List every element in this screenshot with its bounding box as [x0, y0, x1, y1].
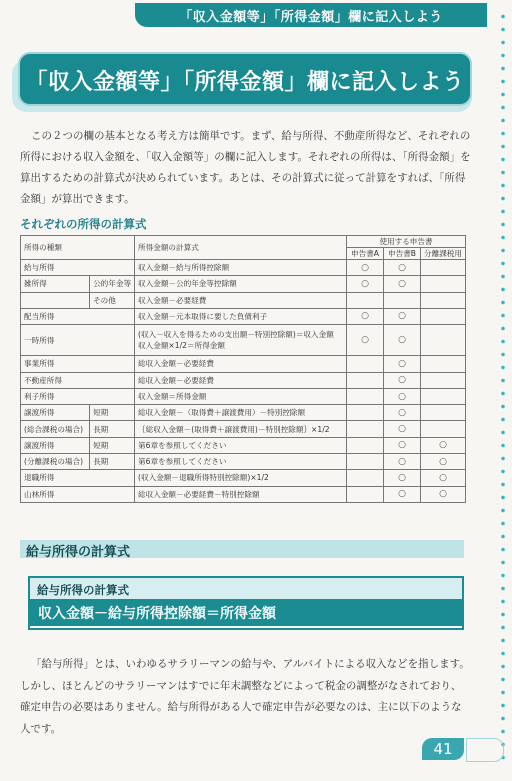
table-row [21, 454, 466, 470]
form-c-mark [421, 388, 466, 404]
formula-box [28, 576, 464, 630]
form-a-mark [347, 388, 384, 404]
income-formula [135, 292, 347, 308]
income-kind: 譲渡所得 [21, 405, 90, 421]
section-bar-salary [20, 540, 464, 558]
salary-paragraph: 「給与所得」とは、いわゆるサラリーマンの給与や、アルバイトによる収入などを指します。しかし、ほとんどのサラリーマンはすでに年末調整などによって税金の調整がなされており、確定申告の必要はありません。給与所得がある人で確定申告が必要なのは、主に以下のような人です。 [20, 658, 470, 735]
form-c-mark [421, 308, 466, 324]
income-kind: 一時所得 [21, 325, 135, 356]
form-a-mark [347, 405, 384, 421]
col-header-b: 申告書B [384, 248, 421, 260]
form-b-mark: ○ [384, 388, 421, 404]
formula-line: 総収入金額－必要経費 [138, 359, 214, 369]
formula-line: 収入金額－元本取得に要した負債利子 [138, 311, 268, 321]
income-formula [135, 470, 347, 486]
form-b-mark: ○ [384, 260, 421, 276]
income-subkind: 短期 [90, 437, 135, 453]
form-b-mark: ○ [384, 437, 421, 453]
salary-text [20, 654, 470, 740]
banner-title: 「収入金額等」「所得金額」欄に記入しよう [25, 70, 465, 95]
intro-text [20, 126, 472, 210]
form-c-mark [421, 421, 466, 437]
income-formula [135, 421, 347, 437]
form-a-mark [347, 437, 384, 453]
form-a-mark [347, 486, 384, 502]
formula-box-body [30, 599, 462, 626]
col-header-kind: 所得の種類 [21, 236, 135, 260]
form-c-mark [421, 276, 466, 292]
table-row [21, 308, 466, 324]
form-b-mark [384, 292, 421, 308]
page-number: 41 [433, 740, 453, 758]
form-b-mark: ○ [384, 325, 421, 356]
table-row [21, 356, 466, 372]
income-formula [135, 486, 347, 502]
running-header [135, 3, 487, 27]
income-formula [135, 454, 347, 470]
income-formula [135, 405, 347, 421]
income-kind: 給与所得 [21, 260, 135, 276]
income-kind [21, 292, 90, 308]
form-a-mark [347, 372, 384, 388]
formula-line: 総収入金額－必要経費－特別控除額 [138, 489, 260, 499]
formula-line: 第6章を参照してください [138, 457, 227, 467]
form-a-mark [347, 454, 384, 470]
table-row [21, 260, 466, 276]
income-formula [135, 437, 347, 453]
income-formula [135, 388, 347, 404]
income-kind: 利子所得 [21, 388, 135, 404]
table-row [21, 325, 466, 356]
section-title-salary: 給与所得の計算式 [26, 545, 131, 560]
form-a-mark [347, 470, 384, 486]
table-row [21, 405, 466, 421]
income-kind: 不動産所得 [21, 372, 135, 388]
running-header-title: 「収入金額等」「所得金額」欄に記入しよう [179, 10, 443, 25]
form-a-mark: ○ [347, 308, 384, 324]
income-formula [135, 260, 347, 276]
form-b-mark: ○ [384, 405, 421, 421]
income-subkind: 長期 [90, 421, 135, 437]
form-a-mark [347, 292, 384, 308]
income-kind: 雑所得 [21, 276, 90, 292]
form-b-mark: ○ [384, 470, 421, 486]
formula-line: 収入金額－給与所得控除額 [138, 263, 230, 273]
income-kind: (分離課税の場合) [21, 454, 90, 470]
section-title-formulas: それぞれの所得の計算式 [20, 217, 147, 231]
formula-line: 総収入金額－（取得費＋譲渡費用）－特別控除額 [138, 408, 306, 418]
form-a-mark: ○ [347, 276, 384, 292]
form-b-mark: ○ [384, 356, 421, 372]
income-formula [135, 372, 347, 388]
table-row [21, 372, 466, 388]
formula-line: (収入－収入を得るための支出額－特別控除額)＝収入金額 [138, 330, 334, 340]
form-a-mark [347, 356, 384, 372]
form-a-mark: ○ [347, 325, 384, 356]
income-kind: (総合課税の場合) [21, 421, 90, 437]
table-row [21, 437, 466, 453]
intro-paragraph: この２つの欄の基本となる考え方は簡単です。まず、給与所得、不動産所得など、それぞれの所得における収入金額を、「収入金額等」の欄に記入します。それぞれの所得は、「所得金額」を算出するための計算式が決められています。あとは、その計算式に従って計算をすれば、「所得金額」が算出できます。 [20, 130, 471, 205]
income-kind: 譲渡所得 [21, 437, 90, 453]
form-c-mark: ○ [421, 437, 466, 453]
income-kind: 山林所得 [21, 486, 135, 502]
form-c-mark: ○ [421, 470, 466, 486]
income-kind: 事業所得 [21, 356, 135, 372]
col-header-c: 分離課税用 [421, 248, 466, 260]
formula-line: 収入金額－必要経費 [138, 295, 207, 305]
form-c-mark [421, 292, 466, 308]
chapter-banner [18, 52, 472, 106]
income-formula [135, 356, 347, 372]
formula-line: (収入金額－退職所得特別控除額)×1/2 [138, 473, 269, 483]
table-row [21, 486, 466, 502]
table-row [21, 470, 466, 486]
page-number-badge [422, 738, 464, 760]
formula-box-header [30, 578, 462, 599]
form-c-mark [421, 356, 466, 372]
col-header-a: 申告書A [347, 248, 384, 260]
income-formula [135, 308, 347, 324]
form-c-mark [421, 405, 466, 421]
form-b-mark: ○ [384, 276, 421, 292]
income-kind: 配当所得 [21, 308, 135, 324]
income-kind: 退職所得 [21, 470, 135, 486]
form-c-mark: ○ [421, 486, 466, 502]
income-subkind: その他 [90, 292, 135, 308]
formula-text: 収入金額－給与所得控除額＝所得金額 [38, 606, 276, 622]
income-subkind: 長期 [90, 454, 135, 470]
col-header-forms: 使用する申告書 [347, 236, 466, 248]
page-number-frame [466, 738, 504, 762]
income-subkind: 短期 [90, 405, 135, 421]
table-row [21, 276, 466, 292]
income-formula [135, 276, 347, 292]
formula-line: ｛総収入金額－(取得費＋譲渡費用)－特別控除額｝×1/2 [138, 424, 330, 434]
form-c-mark [421, 372, 466, 388]
table-row [21, 388, 466, 404]
form-b-mark: ○ [384, 372, 421, 388]
formula-line: 総収入金額－必要経費 [138, 375, 214, 385]
dotted-border [500, 10, 506, 761]
formula-line: 第6章を参照してください [138, 440, 227, 450]
formula-line: 収入金額×1/2＝所得金額 [138, 341, 225, 351]
form-c-mark: ○ [421, 454, 466, 470]
table-row [21, 292, 466, 308]
income-subkind: 公的年金等 [90, 276, 135, 292]
col-header-formula: 所得金額の計算式 [135, 236, 347, 260]
form-c-mark [421, 260, 466, 276]
form-b-mark: ○ [384, 486, 421, 502]
formula-line: 収入金額＝所得金額 [138, 392, 207, 402]
form-b-mark: ○ [384, 308, 421, 324]
formula-line: 収入金額－公的年金等控除額 [138, 279, 237, 289]
form-b-mark: ○ [384, 421, 421, 437]
form-b-mark: ○ [384, 454, 421, 470]
income-formula [135, 325, 347, 356]
form-a-mark [347, 421, 384, 437]
form-c-mark [421, 325, 466, 356]
table-row [21, 421, 466, 437]
income-formula-table [20, 235, 466, 503]
formula-box-title: 給与所得の計算式 [37, 583, 129, 597]
form-a-mark: ○ [347, 260, 384, 276]
